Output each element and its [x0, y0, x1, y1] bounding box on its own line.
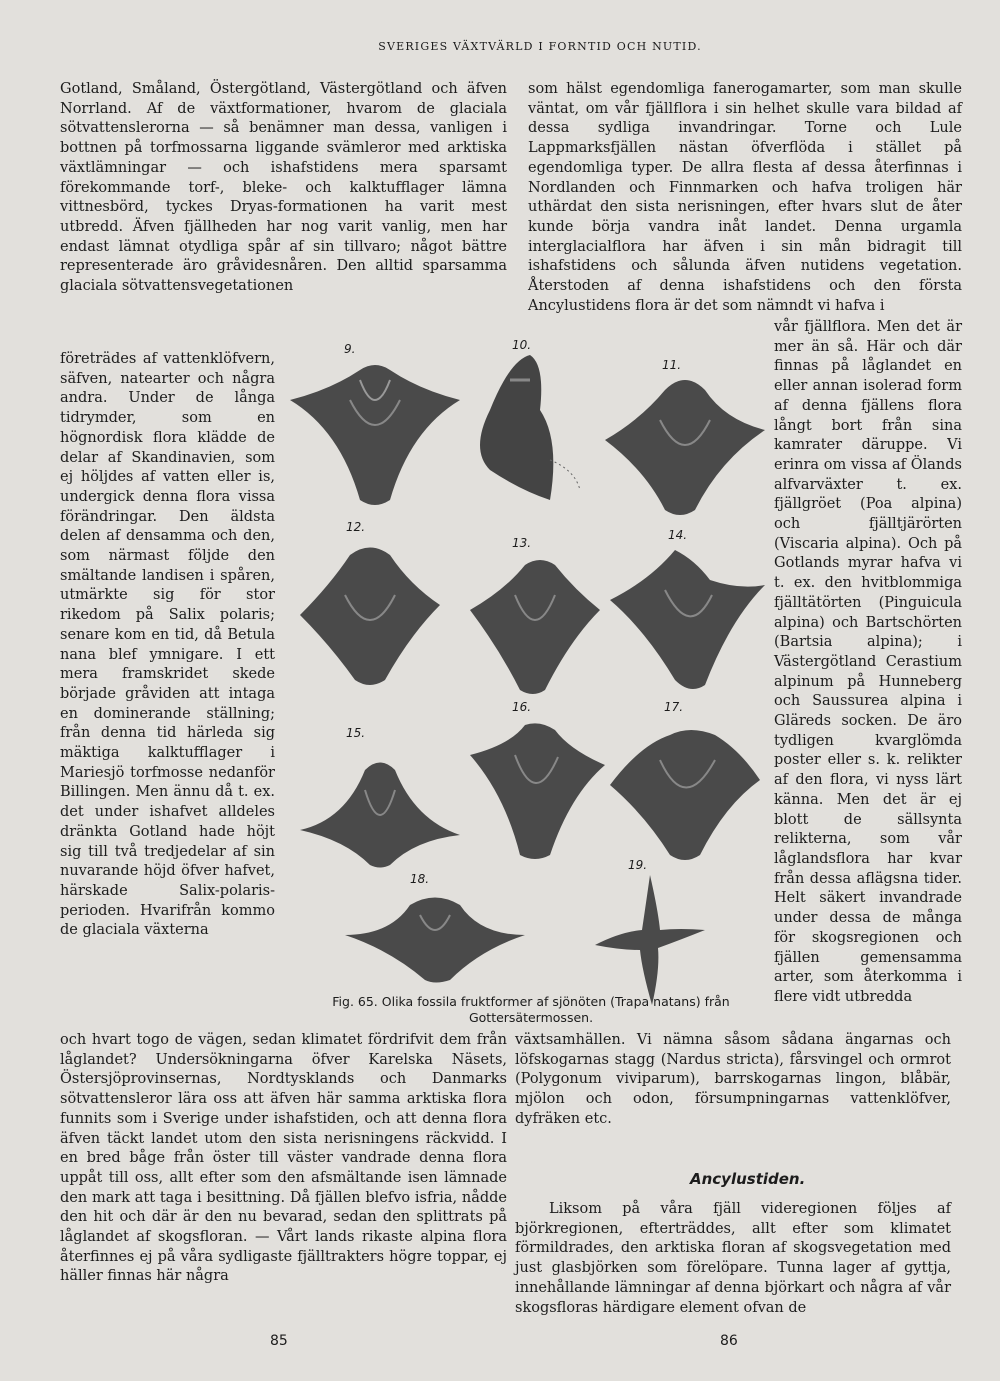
- figure-caption: Fig. 65. Olika fossila fruktformer af sjönöten (Trapa natans) från Gottersätermossen.: [332, 994, 730, 1025]
- trapa-fossil-9: [280, 360, 470, 510]
- right-column-bottom: [515, 1031, 951, 1130]
- right-column-narrow: [774, 318, 962, 1008]
- trapa-fossil-15: [295, 740, 465, 870]
- figure-number: 12.: [346, 520, 366, 534]
- figure-number: 11.: [662, 358, 682, 372]
- figure-number: 9.: [344, 342, 356, 356]
- running-header: SVERIGES VÄXTVÄRLD I FORNTID OCH NUTID.: [378, 40, 702, 53]
- trapa-fossil-19: [590, 870, 710, 1010]
- paragraph: företrädes af vattenklöfvern, säfven, natearter och några andra. Under de långa tidrymder, som en högnordisk flora klädde de delar af Skandinavien, som ej höljdes af vatten eller is, undergick denna flora vissa förändringar. Den äldsta delen af densamma och den, som närmast följde den smältande landisen i spåren, utmärkte sig för stor rikedom på Salix polaris; senare kom en tid, då Betula nana blef ymnigare. I ett mera framskridet skede började gråviden att intaga en dominerande ställning; från denna tid härleda sig mäktiga kalktufflager i Mariesjö torfmosse nedanför Billingen. Men ännu då t. ex. det under ishafvet alldeles dränkta Gotland hade höjt sig till två tredjedelar af sin nuvarande höjd öfver hafvet, härskade Salix-polaris-perioden. Hvarifrån kommo de glaciala växterna: [60, 351, 275, 939]
- trapa-fossil-12: [290, 535, 450, 695]
- paragraph: Gotland, Småland, Östergötland, Västergötland och äfven Norrland. Af de växtformationer, hvarom de glaciala sötvattenslerorna — så benämner man dessa, vanligen i bottnen på torfmossarna liggande svämleror med arktiska växtlämningar — och ishafstidens mera sparsamt förekommande torf-, bleke- och kalktufflager lämna vittnesbörd, tyckes Dryas-formationen ha varit mest utbredd. Äfven fjällheden har nog varit vanlig, men har endast lämnat otydliga spår af sin tillvaro; något bättre representerade äro gråvidesnåren. Den alltid sparsamma glaciala sötvattensvegetationen: [60, 81, 507, 295]
- trapa-fossil-13: [455, 550, 615, 700]
- figure-number: 13.: [512, 536, 532, 550]
- section-body: [515, 1200, 951, 1318]
- figure-number: 10.: [512, 338, 532, 352]
- paragraph: Liksom på våra fjäll videregionen följes af björkregionen, efterträddes, allt efter som klimatet förmildrades, den arktiska floran af skogsvegetation med just glasbjörken som förelöpare. Tunna lager af gyttja, innehållande lämningar af denna björkart och några af vår skogsfloras härdigare element ofvan de: [515, 1201, 951, 1316]
- figure-number: 19.: [628, 858, 648, 872]
- paragraph: vår fjällflora. Men det är mer än så. Här och där finnas på låglandet en eller annan isolerad form af denna fjällens flora långt bort från sina kamrater däruppe. Vi erinra om vissa af Ölands alfvarväxter t. ex. fjällgröet (Poa alpina) och fjälltjärörten (Viscaria alpina). Och på Gotlands myrar hafva vi t. ex. den hvitblommiga fjälltätörten (Pinguicula alpina) och Bartschörten (Bartsia alpina); i Västergötland Cerastium alpinum på Hunneberg och Saussurea alpina i Gläreds socken. De äro tydligen kvarglömda poster eller s. k. relikter af den flora, vi nyss lärt känna. Men det är ej blott de sällsynta relikterna, som vår låglandsflora har kvar från dessa aflägsna tider. Helt säkert invandrade under dessa de många för skogsregionen och fjällen gemensamma arter, som återkomma i flere vidt utbredda: [774, 319, 962, 1005]
- trapa-fossil-17: [600, 715, 770, 865]
- left-column-top: [60, 80, 507, 297]
- left-column-bottom: [60, 1031, 507, 1287]
- page-number-left: 85: [270, 1333, 288, 1349]
- fossil-figure: [280, 330, 770, 1010]
- page-number-right: 86: [720, 1333, 738, 1349]
- trapa-fossil-10: [450, 350, 590, 520]
- figure-number: 16.: [512, 700, 532, 714]
- trapa-fossil-14: [600, 540, 770, 700]
- paragraph: och hvart togo de vägen, sedan klimatet fördrifvit dem från låglandet? Undersökningarna öfver Karelska Näsets, Östersjöprovinsernas, Nordtysklands och Danmarks sötvattensleror lära oss att äfven här samma arktiska flora funnits som i Sverige under ishafstiden, och att denna flora äfven täckt landet utom den sista nerisningens räckvidd. I en bred båge från öster till väster vandrade denna flora uppåt till oss, allt efter som den afsmältande isen lämnade den mark att taga i besittning. Då fjällen blefvo isfria, nådde den hit och där är den nu bevarad, sedan den splittrats på låglandet af skogsfloran. — Vårt lands rikaste alpina flora återfinnes ej på våra sydligaste fjälltrakters högre toppar, ej häller finnas här några: [60, 1032, 507, 1285]
- trapa-fossil-16: [460, 715, 610, 865]
- trapa-fossil-11: [600, 370, 770, 520]
- figure-number: 18.: [410, 872, 430, 886]
- left-column-narrow: [60, 350, 275, 941]
- figure-number: 17.: [664, 700, 684, 714]
- paragraph: som hälst egendomliga fanerogamarter, som man skulle väntat, om vår fjällflora i sin helhet skulle vara bildad af dessa sydliga invandringar. Torne och Lule Lappmarksfjällen nästan öfverflöda i stället på egendomliga typer. De allra flesta af dessa återfinnas i Nordlanden och Finnmarken och hafva troligen här uthärdat den sista nerisningen, efter hvars slut de åter kunde börja vandra inåt landet. Denna urgamla interglacialflora har äfven i sin mån bidragit till ishafstidens och sålunda äfven nutidens vegetation. Återstoden af denna ishafstidens och den första Ancylustidens flora är det som nämndt vi hafva i: [528, 81, 962, 314]
- paragraph: växtsamhällen. Vi nämna såsom sådana ängarnas och löfskogarnas stagg (Nardus stricta), fårsvingel och ormrot (Polygonum viviparum), barrskogarnas lingon, blåbär, mjölon och odon, försumpningarnas vattenklöfver, dyfräken etc.: [515, 1032, 951, 1127]
- right-column-top: [528, 80, 962, 316]
- trapa-fossil-18: [340, 885, 530, 985]
- section-title: Ancylustiden.: [690, 1170, 806, 1188]
- figure-number: 15.: [346, 726, 366, 740]
- figure-number: 14.: [668, 528, 688, 542]
